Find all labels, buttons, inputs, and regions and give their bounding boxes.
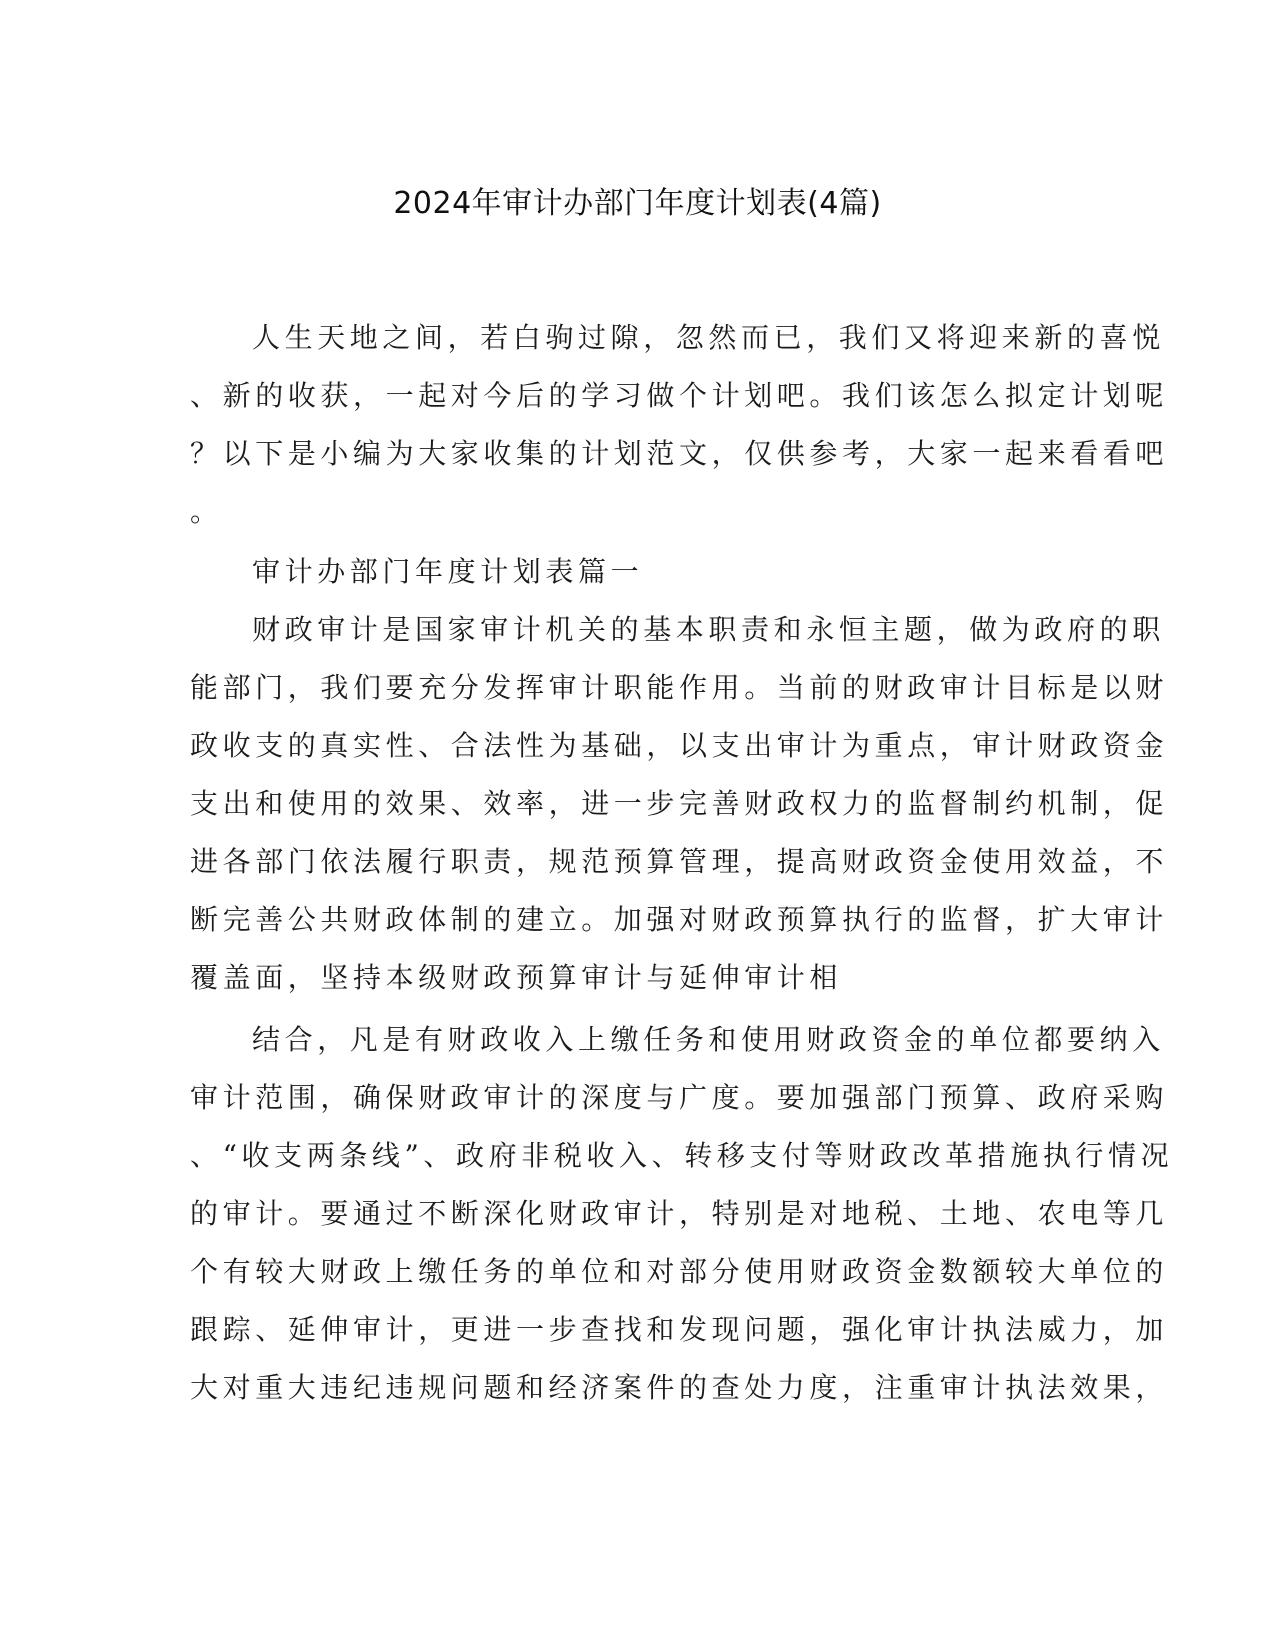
body-line-10: 、“收支两条线”、政府非税收入、转移支付等财政改革措施执行情况 xyxy=(190,1139,1174,1172)
body-line-13: 跟踪、延伸审计，更进一步查找和发现问题，强化审计执法威力，加 xyxy=(190,1313,1169,1346)
body-line-7: 覆盖面，坚持本级财政预算审计与延伸审计相 xyxy=(190,961,843,994)
body-line-12: 个有较大财政上缴任务的单位和对部分使用财政资金数额较大单位的 xyxy=(190,1255,1169,1288)
body-line-9: 审计范围，确保财政审计的深度与广度。要加强部门预算、政府采购 xyxy=(190,1081,1169,1114)
intro-line-1: 人生天地之间，若白驹过隙，忽然而已，我们又将迎来新的喜悦 xyxy=(252,321,1165,354)
body-line-4: 支出和使用的效果、效率，进一步完善财政权力的监督制约机制，促 xyxy=(190,787,1169,820)
intro-line-2: 、新的收获，一起对今后的学习做个计划吧。我们该怎么拟定计划呢 xyxy=(190,379,1169,412)
body-line-2: 能部门，我们要充分发挥审计职能作用。当前的财政审计目标是以财 xyxy=(190,671,1169,704)
document-title: 2024年审计办部门年度计划表(4篇) xyxy=(393,186,882,221)
body-line-14: 大对重大违纪违规问题和经济案件的查处力度，注重审计执法效果， xyxy=(190,1371,1169,1404)
body-line-11: 的审计。要通过不断深化财政审计，特别是对地税、土地、农电等几 xyxy=(190,1197,1169,1230)
body-line-5: 进各部门依法履行职责，规范预算管理，提高财政资金使用效益，不 xyxy=(190,845,1169,878)
body-line-1: 财政审计是国家审计机关的基本职责和永恒主题，做为政府的职 xyxy=(252,613,1165,646)
body-line-8: 结合，凡是有财政收入上缴任务和使用财政资金的单位都要纳入 xyxy=(252,1023,1165,1056)
section-heading: 审计办部门年度计划表篇一 xyxy=(252,555,644,588)
intro-line-4: 。 xyxy=(190,495,223,528)
body-line-6: 断完善公共财政体制的建立。加强对财政预算执行的监督，扩大审计 xyxy=(190,903,1169,936)
intro-line-3: ？以下是小编为大家收集的计划范文，仅供参考，大家一起来看看吧 xyxy=(190,437,1169,470)
body-line-3: 政收支的真实性、合法性为基础，以支出审计为重点，审计财政资金 xyxy=(190,729,1169,762)
